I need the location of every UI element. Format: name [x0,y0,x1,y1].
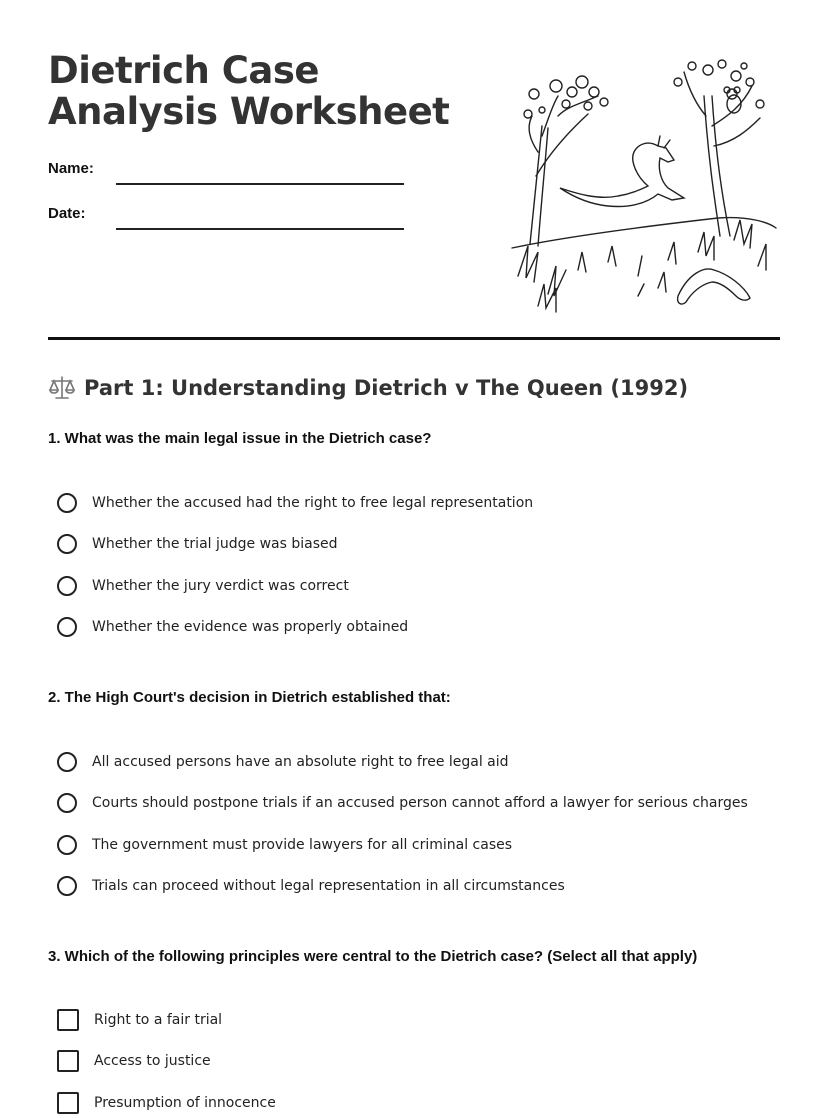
question-1-option-2[interactable] [57,534,338,554]
option-label: Courts should postpone trials if an accused person cannot afford a lawyer for serious charges [92,795,748,811]
question-1-option-4[interactable] [57,617,408,637]
question-1-text: 1. What was the main legal issue in the Dietrich case? [48,430,432,447]
date-label: Date: [48,205,86,222]
checkbox[interactable] [57,1092,79,1114]
checkbox[interactable] [57,1050,79,1072]
option-label: Whether the jury verdict was correct [92,578,349,594]
option-label: Access to justice [94,1053,211,1069]
radio-button[interactable] [57,617,77,637]
option-label: Whether the trial judge was biased [92,536,338,552]
question-3-option-1[interactable] [57,1009,222,1031]
radio-button[interactable] [57,835,77,855]
radio-button[interactable] [57,493,77,513]
question-3-option-2[interactable] [57,1050,211,1072]
radio-button[interactable] [57,534,77,554]
radio-button[interactable] [57,752,77,772]
worksheet-title: Dietrich Case Analysis Worksheet [48,49,450,133]
option-label: All accused persons have an absolute right to free legal aid [92,754,509,770]
kangaroo-illustration [508,56,780,318]
question-2-option-4[interactable] [57,876,565,896]
option-label: Whether the evidence was properly obtained [92,619,409,635]
radio-button[interactable] [57,793,77,813]
name-label: Name: [48,160,94,177]
part1-heading [48,374,688,402]
name-write-line[interactable] [116,182,404,185]
option-label: Trials can proceed without legal representation in all circumstances [92,878,565,894]
question-3-option-3[interactable] [57,1092,276,1114]
date-write-line[interactable] [116,227,404,230]
question-3-text: 3. Which of the following principles were central to the Dietrich case? (Select all that apply) [48,948,698,965]
part1-title: Part 1: Understanding Dietrich v The Queen (1992) [84,376,689,400]
question-2-option-1[interactable] [57,752,509,772]
radio-button[interactable] [57,576,77,596]
question-1-option-3[interactable] [57,576,349,596]
question-2-option-2[interactable] [57,793,748,813]
question-1-option-1[interactable] [57,493,533,513]
question-2-text: 2. The High Court's decision in Dietrich established that: [48,689,451,706]
option-label: Whether the accused had the right to free legal representation [92,495,534,511]
radio-button[interactable] [57,876,77,896]
checkbox[interactable] [57,1009,79,1031]
date-field [48,205,404,222]
option-label: The government must provide lawyers for all criminal cases [92,837,513,853]
section-divider [48,337,780,340]
option-label: Right to a fair trial [94,1012,223,1028]
question-2-option-3[interactable] [57,835,512,855]
scales-of-justice-icon [48,374,76,402]
option-label: Presumption of innocence [94,1095,276,1111]
name-field [48,160,404,177]
